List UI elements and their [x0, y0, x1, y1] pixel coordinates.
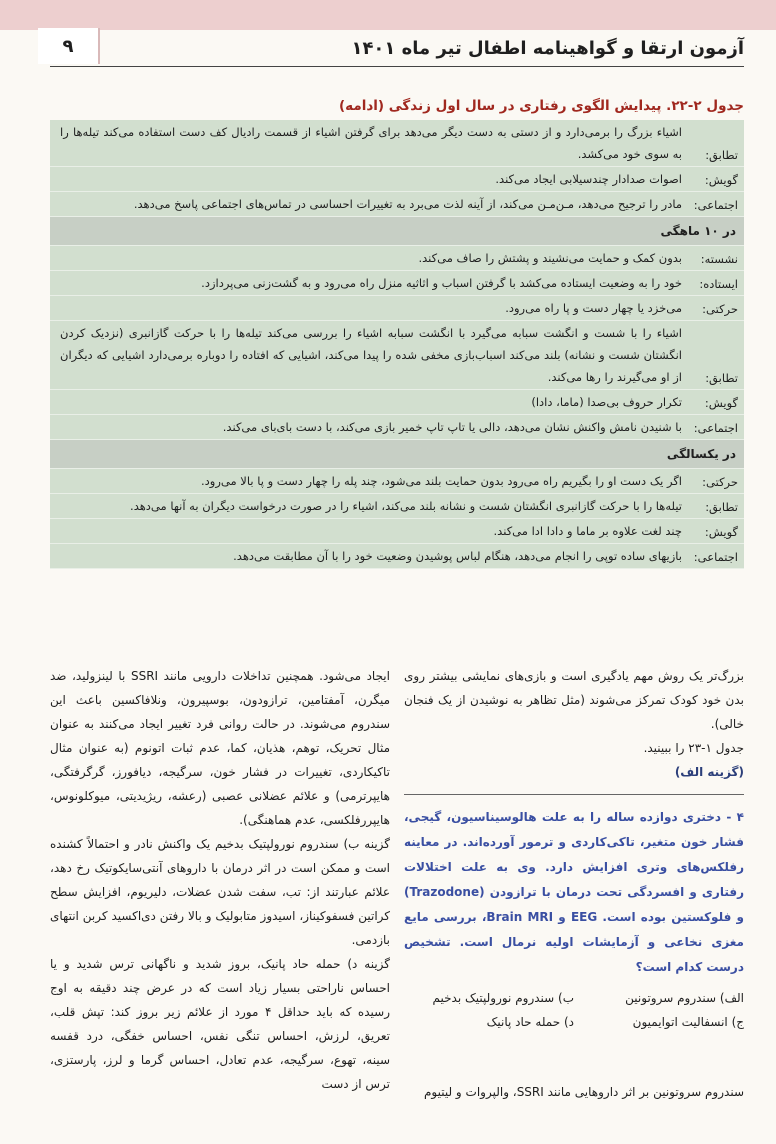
table-row	[50, 296, 744, 321]
table-row	[50, 415, 744, 440]
table-reference: جدول ۱-۲۳ را ببینید.	[643, 741, 744, 755]
top-color-band	[0, 0, 776, 30]
row-description: اشیاء بزرگ را برمی‌دارد و از دستی به دست دیگر می‌دهد برای گرفتن اشیاء از قسمت رادیال کف دست استفاده می‌کند تیله‌ها را به سوی خود می‌کشد.	[60, 125, 682, 161]
question-text: ۴ - دختری دوازده ساله را به علت هالوسیناسیون، گیجی، فشار خون متغیر، تاکی‌کاردی و ترمور آورده‌اند. در معاینه رفلکس‌های وتری افزایش دارد. وی به علت اختلالات رفتاری و افسردگی تحت درمان با ترازودن (Trazodone) و فلوکستین بوده است. EEG و Brain MRI، بررسی مایع مغزی نخاعی و آزمایشات اولیه نرمال است. تشخیص درست کدام است؟	[404, 810, 744, 974]
table-section-header	[50, 440, 744, 469]
right-column	[404, 664, 744, 1104]
table-row	[50, 321, 744, 390]
row-description: بدون کمک و حمایت می‌نشیند و پشتش را صاف می‌کند.	[418, 251, 682, 265]
answer-label: (گزینه الف)	[674, 765, 744, 779]
table-section-header	[50, 217, 744, 246]
row-description: مادر را ترجیح می‌دهد، مـن‌مـن می‌کند، از آینه لذت می‌برد به تغییرات احساسی در تماس‌های اجتماعی پاسخ می‌دهد.	[133, 197, 682, 211]
option-b: ب) سندروم نورولپتیک بدخیم	[432, 991, 574, 1005]
row-category: نشسته:	[700, 252, 738, 266]
row-category: ایستاده:	[699, 277, 738, 291]
table-row	[50, 192, 744, 217]
answer-options	[404, 986, 744, 1034]
table-row	[50, 271, 744, 296]
explanation-start: سندروم سروتونین بر اثر داروهایی مانند SSRI، والپروات و لیتیوم	[423, 1085, 744, 1099]
table-row	[50, 494, 744, 519]
table-row	[50, 167, 744, 192]
explanation-paragraph: گزینه د) حمله حاد پانیک، بروز شدید و ناگهانی ترس شدید و یا احساس ناراحتی بسیار زیاد است که در عرض چند دقیقه به اوج رسیده که باید حداقل ۴ مورد از علائم زیر بروز کند: تپش قلب، تعریق، لرزش، احساس تنگی نفس، احساس خفگی، درد قفسه سینه، تهوع، سرگیجه، عدم تعادل، احساس گرما و لرز، پارستزی، ترس از دست	[50, 957, 390, 1091]
row-description: تکرار حروف بی‌صدا (ماما، دادا)	[531, 395, 682, 409]
option-c: ج) انسفالیت اتوایمیون	[632, 1015, 744, 1029]
row-category: حرکتی:	[702, 475, 738, 489]
row-category: تطابق:	[705, 500, 738, 514]
row-description: اصوات صدادار چندسیلابی ایجاد می‌کند.	[495, 172, 682, 186]
row-description: اشیاء را با شست و انگشت سبابه می‌گیرد با انگشت سبابه اشیاء را بررسی می‌کند تیله‌ها را با حرکت گازانبری (نزدیک کردن انگشتان شست و نشانه) بلند می‌کند اسباب‌بازی مخفی شده را پیدا می‌کند، اشیایی که افتاده را دوباره برمی‌دارد اشیایی که دیگران از او می‌گیرند را رها می‌کند.	[60, 326, 682, 384]
row-category: اجتماعی:	[693, 550, 738, 564]
table-row	[50, 469, 744, 494]
row-category: گویش:	[704, 173, 738, 187]
explanation-paragraph: ایجاد می‌شود. همچنین تداخلات دارویی مانند SSRI با لینزولید، ضد میگرن، آمفتامین، ترازودون، بوسپیرون، ونلافاکسین باعث این سندروم می‌شوند. در حالت روانی فرد تغییر ایجاد می‌کنند به عنوان مثال تحریک، توهم، هذیان، کما، عدم ثبات اتونوم (به عنوان مثال تاکیکاردی، تغییرات در فشار خون، سرگیجه، دیافورز، گرگرفتگی، هایپرترمی) و علائم عضلانی عصبی (رعشه، ریژیدیتی، میوکلونوس، هایپررفلکسی، عدم هماهنگی).	[50, 669, 390, 827]
left-column	[50, 664, 390, 1096]
running-header-title: آزمون ارتقا و گواهینامه اطفال تیر ماه ۱۴۰۱	[351, 38, 744, 59]
row-description: خود را به وضعیت ایستاده می‌کشد با گرفتن اسباب و اثاثیه منزل راه می‌رود و به گشت‌زنی می‌پردازد.	[201, 276, 682, 290]
development-table	[50, 120, 744, 569]
row-description: تیله‌ها را با حرکت گازانبری انگشتان شست و نشانه بلند می‌کند، اشیاء را در صورت درخواست دیگران به آنها می‌دهد.	[130, 499, 682, 513]
header-rule	[50, 66, 744, 67]
section-title: در ۱۰ ماهگی	[660, 224, 736, 238]
intro-paragraph: بزرگ‌تر یک روش مهم یادگیری است و بازی‌های نمایشی بیشتر روی بدن خود کودک تمرکز می‌شوند (مثل تظاهر به نوشیدن از یک فنجان خالی).	[404, 669, 744, 731]
section-title: در یکسالگی	[666, 447, 736, 461]
row-description: می‌خزد یا چهار دست و پا راه می‌رود.	[505, 301, 682, 315]
row-category: گویش:	[704, 396, 738, 410]
table-row	[50, 120, 744, 167]
explanation-paragraph: گزینه ب) سندروم نورولپتیک بدخیم یک واکنش نادر و احتمالاً کشنده است و ممکن است در اثر درمان با داروهای آنتی‌سایکوتیک رخ دهد، علائم عبارتند از: تب، سفت شدن عضلات، دلیریوم، افزایش سطح کراتین فسفوکیناز، اسیدوز متابولیک و بالا رفتن دی‌اکسید کربن انتهای بازدمی.	[50, 837, 390, 947]
question-divider	[404, 794, 744, 795]
option-a: الف) سندروم سروتونین	[625, 991, 744, 1005]
row-category: گویش:	[704, 525, 738, 539]
row-category: اجتماعی:	[693, 421, 738, 435]
page-number: ۹	[38, 28, 100, 64]
row-description: با شنیدن نامش واکنش نشان می‌دهد، دالی یا تاپ تاپ خمیر بازی می‌کند، با دست بای‌بای می‌کند.	[222, 420, 682, 434]
row-category: حرکتی:	[702, 302, 738, 316]
row-description: اگر یک دست او را بگیریم راه می‌رود بدون حمایت بلند می‌شود، چند پله را چهار دست و پا بالا می‌رود.	[201, 474, 682, 488]
table-row	[50, 544, 744, 569]
table-caption: جدول ۲-۲۲. پیدایش الگوی رفتاری در سال اول زندگی (ادامه)	[339, 98, 744, 114]
table-row	[50, 246, 744, 271]
table-row	[50, 519, 744, 544]
row-description: بازیهای ساده توپی را انجام می‌دهد، هنگام لباس پوشیدن وضعیت خود را با آن مطابقت می‌دهد.	[233, 549, 682, 563]
row-category: تطابق:	[705, 148, 738, 162]
row-description: چند لغت علاوه بر ماما و دادا ادا می‌کند.	[493, 524, 682, 538]
table-row	[50, 390, 744, 415]
row-category: تطابق:	[705, 371, 738, 385]
row-category: اجتماعی:	[693, 198, 738, 212]
option-d: د) حمله حاد پانیک	[486, 1015, 574, 1029]
